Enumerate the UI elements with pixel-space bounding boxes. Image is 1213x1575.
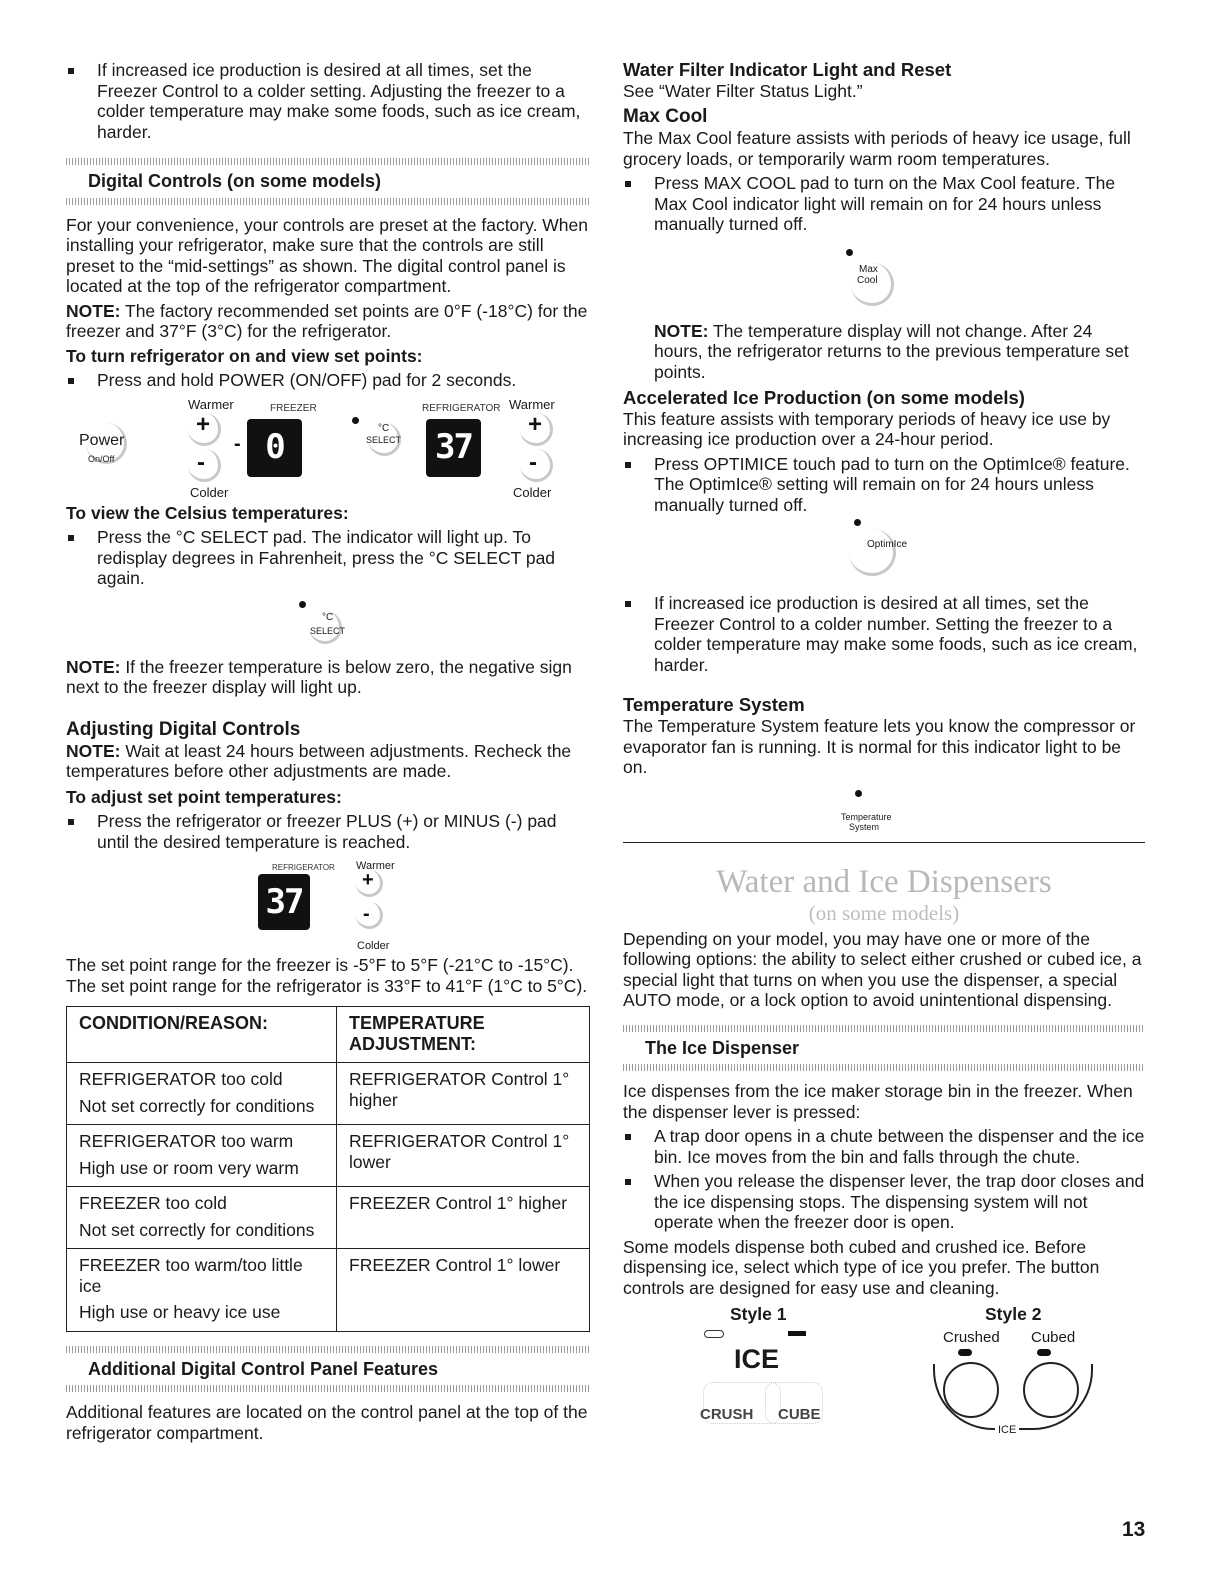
temperature-system-indicator (623, 778, 1145, 842)
water-filter-text: See “Water Filter Status Light.” (623, 80, 863, 101)
condition-header: CONDITION/REASON: (67, 1007, 337, 1063)
max-cool-note: NOTE: The temperature display will not change. After 24 hours, the refrigerator returns to the previous temperature set points. (654, 320, 1129, 382)
celsius-heading: To view the Celsius temperatures: (66, 502, 349, 523)
turn-on-heading: To turn refrigerator on and view set points: (66, 345, 423, 366)
digital-controls-para: For your convenience, your controls are preset at the factory. When installing your refrigerator, make sure that the controls are still preset to the “mid-settings” as shown. The digital control panel is located at the top of the refrigerator compartment. (66, 214, 589, 296)
mini-refrigerator-label: REFRIGERATOR (272, 863, 335, 872)
max-cool-bullet: Press MAX COOL pad to turn on the Max Cool feature. The Max Cool indicator light will remain on for 24 hours unless manually turned off. (623, 173, 1145, 235)
adjust-set-point-heading: To adjust set point temperatures: (66, 786, 342, 807)
celsius-select-icon[interactable] (66, 589, 590, 653)
minus-icon: - (529, 448, 537, 476)
freezer-label: FREEZER (270, 402, 317, 414)
freezer-minus-button[interactable] (188, 449, 222, 483)
page-number: 13 (1122, 1518, 1146, 1541)
negative-sign-indicator: - (234, 432, 241, 455)
colder-label-left: Colder (190, 484, 229, 500)
section-rule (623, 842, 1145, 843)
temperature-label: Temperature (841, 811, 892, 822)
left-column (66, 60, 590, 1443)
dispensers-title: Water and Ice Dispensers (716, 863, 1052, 900)
power-label: Power (79, 431, 125, 449)
digital-controls-heading: Digital Controls (on some models) (88, 171, 382, 191)
crushed-label: Crushed (943, 1329, 1000, 1346)
crushed-indicator-icon (958, 1349, 972, 1356)
colder-label-right: Colder (513, 484, 552, 500)
celsius-icon-label: °C (322, 611, 334, 623)
table-row: REFRIGERATOR too cold Not set correctly for conditions REFRIGERATOR Control 1° higher (67, 1063, 590, 1125)
dispensers-para: Depending on your model, you may have one or more of the following options: the ability to select either crushed or cubed ice, a special light that turns on when you use the dispenser, a special AUTO mode, or a lock option to avoid unintentional dispensing. (623, 928, 1142, 1010)
temperature-system-para: The Temperature System feature lets you know the compressor or evaporator fan is running. It is normal for this indicator light to be on. (623, 716, 1136, 777)
accelerated-ice-para: This feature assists with temporary periods of heavy ice use by increasing ice production over a 24-hour period. (623, 408, 1111, 449)
select-label: SELECT (366, 434, 402, 445)
negative-sign-note: NOTE: If the freezer temperature is below zero, the negative sign next to the freezer display will light up. (66, 656, 572, 697)
cube-indicator-icon (788, 1331, 806, 1336)
freezer-display: 0 (247, 419, 302, 477)
adjustment-header: TEMPERATURE ADJUSTMENT: (337, 1007, 590, 1063)
style-2-ice-label: ICE (995, 1420, 1019, 1441)
dispenser-styles-figure (623, 1304, 1145, 1454)
trap-door-bullet: A trap door opens in a chute between the dispenser and the ice bin. Ice moves from the bin and falls through the chute. (623, 1126, 1145, 1167)
table-header-row (67, 1007, 590, 1063)
section-divider (66, 1346, 590, 1353)
refrigerator-display: 37 (426, 419, 481, 477)
section-divider (623, 1064, 1145, 1071)
release-lever-bullet: When you release the dispenser lever, the trap door closes and the ice dispensing stops. The dispensing system will not operate when the freezer door is open. (623, 1171, 1145, 1233)
cubed-label: Cubed (1031, 1329, 1076, 1346)
adjust-bullet: Press the refrigerator or freezer PLUS (+) or MINUS (-) pad until the desired temperature is reached. (66, 811, 590, 852)
indicator-dot-icon (854, 519, 861, 526)
control-panel-figure (66, 395, 590, 500)
temperature-system-heading: Temperature System (623, 694, 805, 715)
factory-note: NOTE: The factory recommended set points are 0°F (-18°C) for the freezer and 37°F (3°C) for the refrigerator. (66, 300, 588, 341)
plus-icon: + (362, 869, 374, 891)
ice-type-para: Some models dispense both cubed and crushed ice. Before dispensing ice, select which type of ice you prefer. The button controls are designed for easy use and cleaning. (623, 1236, 1100, 1298)
optimice-bullet: Press OPTIMICE touch pad to turn on the OptimIce® feature. The OptimIce® setting will remain on for 24 hours unless manually turned off. (623, 454, 1145, 516)
table-row: FREEZER too warm/too little ice High use or heavy ice use FREEZER Control 1° lower (67, 1249, 590, 1332)
adjusting-note: NOTE: Wait at least 24 hours between adjustments. Recheck the temperatures before other adjustments are made. (66, 740, 572, 781)
cube-label: CUBE (778, 1406, 821, 1423)
cubed-indicator-icon (1037, 1349, 1051, 1356)
max-cool-label-2: Cool (857, 274, 878, 286)
section-divider (66, 1385, 590, 1392)
style-1-ice-label: ICE (734, 1344, 780, 1374)
crush-indicator-icon (704, 1330, 724, 1338)
freezer-plus-button[interactable] (188, 410, 222, 447)
mini-minus-button[interactable] (356, 902, 386, 932)
mini-refrigerator-display: 37 (258, 874, 310, 930)
turn-on-bullet: Press and hold POWER (ON/OFF) pad for 2 seconds. (66, 370, 590, 391)
table-row: FREEZER too cold Not set correctly for conditions FREEZER Control 1° higher (67, 1187, 590, 1249)
celsius-bullet: Press the °C SELECT pad. The indicator will light up. To redisplay degrees in Fahrenheit, press the °C SELECT pad again. (66, 527, 590, 589)
accelerated-ice-heading: Accelerated Ice Production (on some models) (623, 387, 1025, 408)
mini-colder-label: Colder (357, 940, 390, 952)
max-cool-label-1: Max (859, 263, 878, 275)
power-button[interactable] (66, 417, 156, 467)
additional-features-para: Additional features are located on the control panel at the top of the refrigerator compartment. (66, 1402, 588, 1443)
style-1-label: Style 1 (730, 1304, 787, 1324)
optimice-button[interactable] (623, 515, 1145, 591)
plus-icon: + (196, 410, 211, 438)
crush-label: CRUSH (700, 1406, 754, 1423)
plus-icon: + (528, 410, 543, 438)
max-cool-para: The Max Cool feature assists with periods of heavy ice usage, full grocery loads, or temporarily warm room temperatures. (623, 128, 1131, 169)
minus-icon: - (363, 903, 370, 925)
celsius-select-button[interactable] (364, 419, 408, 459)
celsius-label: °C (378, 422, 390, 434)
ice-dispenser-heading: The Ice Dispenser (645, 1037, 800, 1058)
set-point-range: The set point range for the freezer is -5°F to 5°F (-21°C to -15°C). The set point range for the refrigerator is 33°F to 41°F (1°C to 5°C). (66, 955, 588, 996)
refrigerator-plus-button[interactable] (520, 410, 554, 447)
refrigerator-mini-panel (66, 852, 590, 950)
water-filter-heading: Water Filter Indicator Light and Reset (623, 59, 952, 80)
max-cool-button[interactable] (623, 235, 1145, 313)
max-cool-heading: Max Cool (623, 106, 708, 127)
minus-icon: - (197, 448, 205, 476)
table-row: REFRIGERATOR too warm High use or room very warm REFRIGERATOR Control 1° lower (67, 1125, 590, 1187)
celsius-indicator-dot (352, 417, 359, 424)
refrigerator-minus-button[interactable] (520, 449, 554, 483)
warmer-label-right: Warmer (509, 396, 555, 412)
intro-bullet: If increased ice production is desired at all times, set the Freezer Control to a colder setting. Adjusting the freezer to a colder temperature may make some foods, such as ice cream, harder. (66, 60, 590, 142)
optimice-label: OptimIce (867, 539, 908, 550)
section-divider (623, 1025, 1145, 1032)
dispensers-subtitle: (on some models) (808, 900, 960, 925)
style-2-label: Style 2 (985, 1304, 1042, 1324)
power-sub-label: On/Off (88, 453, 115, 464)
indicator-dot-icon (855, 790, 862, 797)
mini-warmer-label: Warmer (356, 860, 395, 872)
optimice-bullet-2: If increased ice production is desired at all times, set the Freezer Control to a colder number. Setting the freezer to a colder temperature may make some foods, such as ice cream, harder. (623, 593, 1145, 675)
warmer-label-left: Warmer (188, 396, 234, 412)
select-icon-label: SELECT (310, 625, 346, 636)
ice-dispenser-para: Ice dispenses from the ice maker storage bin in the freezer. When the dispenser lever is pressed: (623, 1081, 1133, 1122)
mini-plus-button[interactable] (356, 870, 386, 900)
additional-features-heading: Additional Digital Control Panel Features (88, 1358, 439, 1379)
section-divider (66, 158, 590, 165)
cube-button[interactable] (765, 1382, 823, 1424)
section-divider (66, 198, 590, 205)
indicator-dot-icon (846, 249, 853, 256)
indicator-dot-icon (299, 601, 306, 608)
adjusting-heading: Adjusting Digital Controls (66, 718, 301, 740)
right-column (623, 60, 1145, 1454)
system-label: System (849, 821, 880, 832)
adjustment-table (66, 1006, 590, 1332)
refrigerator-label: REFRIGERATOR (422, 402, 501, 414)
